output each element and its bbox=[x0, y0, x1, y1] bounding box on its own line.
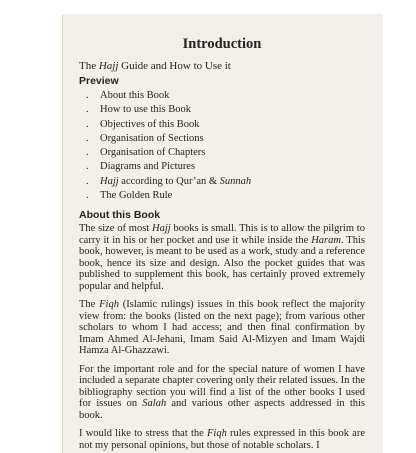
subtitle-prefix: The bbox=[79, 60, 99, 72]
page-subtitle bbox=[79, 60, 365, 72]
page-content bbox=[79, 36, 365, 453]
preview-item-label: How to use this Book bbox=[100, 104, 192, 116]
text-run: The bbox=[79, 299, 100, 311]
preview-item bbox=[86, 146, 365, 160]
preview-item bbox=[86, 89, 365, 103]
bullet: . bbox=[86, 175, 89, 187]
bullet: . bbox=[86, 104, 89, 116]
about-paragraph-2 bbox=[79, 299, 365, 357]
preview-list bbox=[79, 89, 365, 203]
text-run: rules expressed in this book are not my personal opinions, but those of notable scholars. I bbox=[79, 428, 365, 451]
text-run: (Islamic rulings) issues in this book reflect the majority view from: the books (listed on the next page); from various other scholars to whom I had access; and then final confirmation by Imam Ahmed Al-Jehani, Imam Said Al-Mizyen and Imam Wajdi Hamza Al-Ghazzawi. bbox=[79, 299, 365, 357]
preview-item-italic: Hajj bbox=[100, 175, 119, 187]
text-run-italic: Hajj bbox=[152, 223, 171, 235]
text-run-italic: Fiqh bbox=[206, 428, 227, 440]
about-heading: About this Book bbox=[79, 209, 161, 222]
preview-item bbox=[86, 103, 365, 117]
book-page bbox=[62, 14, 383, 453]
preview-item-label: Organisation of Sections bbox=[100, 132, 204, 144]
text-run-italic: Fiqh bbox=[99, 299, 119, 311]
text-run: The size of most bbox=[79, 223, 152, 235]
bullet: . bbox=[86, 90, 89, 101]
preview-item-label: Diagrams and Pictures bbox=[100, 161, 196, 173]
about-paragraph-1 bbox=[79, 223, 365, 292]
preview-item-label: The Golden Rule bbox=[100, 190, 173, 202]
preview-item-mid: according to Qur’an & bbox=[118, 175, 220, 187]
preview-item-italic-2: Sunnah bbox=[219, 175, 252, 187]
preview-item-label: About this Book bbox=[100, 90, 170, 101]
text-run: . This book, however, is meant to be used as a work, study and a reference book, hence its size and design. Also the pocket guides that was published to supplement this book, has certainly proved extremely popular and helpful. bbox=[79, 234, 365, 292]
text-run: and various other aspects addressed in this book. bbox=[79, 398, 365, 421]
about-paragraph-4 bbox=[79, 428, 365, 451]
text-run: For the important role and for the special nature of women I have included a separate chapter covering only their related issues. In the bibliography section you will find a list of the other books I used for issues on bbox=[79, 363, 365, 410]
about-paragraph-3 bbox=[79, 364, 365, 422]
text-run-italic: Salah bbox=[142, 398, 167, 410]
subtitle-rest: Guide and How to Use it bbox=[118, 60, 231, 72]
preview-heading: Preview bbox=[79, 75, 119, 87]
preview-item bbox=[86, 118, 365, 132]
bullet: . bbox=[86, 118, 89, 130]
bullet: . bbox=[86, 147, 89, 159]
preview-item-label: Organisation of Chapters bbox=[100, 147, 206, 159]
page-title: Introduction bbox=[182, 36, 262, 52]
subtitle-italic: Hajj bbox=[98, 60, 119, 72]
preview-item-label: Objectives of this Book bbox=[100, 118, 200, 130]
bullet: . bbox=[86, 190, 89, 202]
preview-item bbox=[86, 175, 365, 189]
preview-item bbox=[86, 160, 365, 174]
preview-item bbox=[86, 132, 365, 146]
bullet: . bbox=[86, 161, 89, 173]
preview-item-label bbox=[100, 175, 251, 189]
text-run-italic: Haram bbox=[311, 234, 341, 246]
text-run: books is small. This is to allow the pilgrim to carry it in his or her pocket and use it while inside the bbox=[79, 223, 365, 246]
bullet: . bbox=[86, 132, 89, 144]
preview-item bbox=[86, 189, 365, 203]
text-run: I would like to stress that the bbox=[79, 428, 207, 440]
